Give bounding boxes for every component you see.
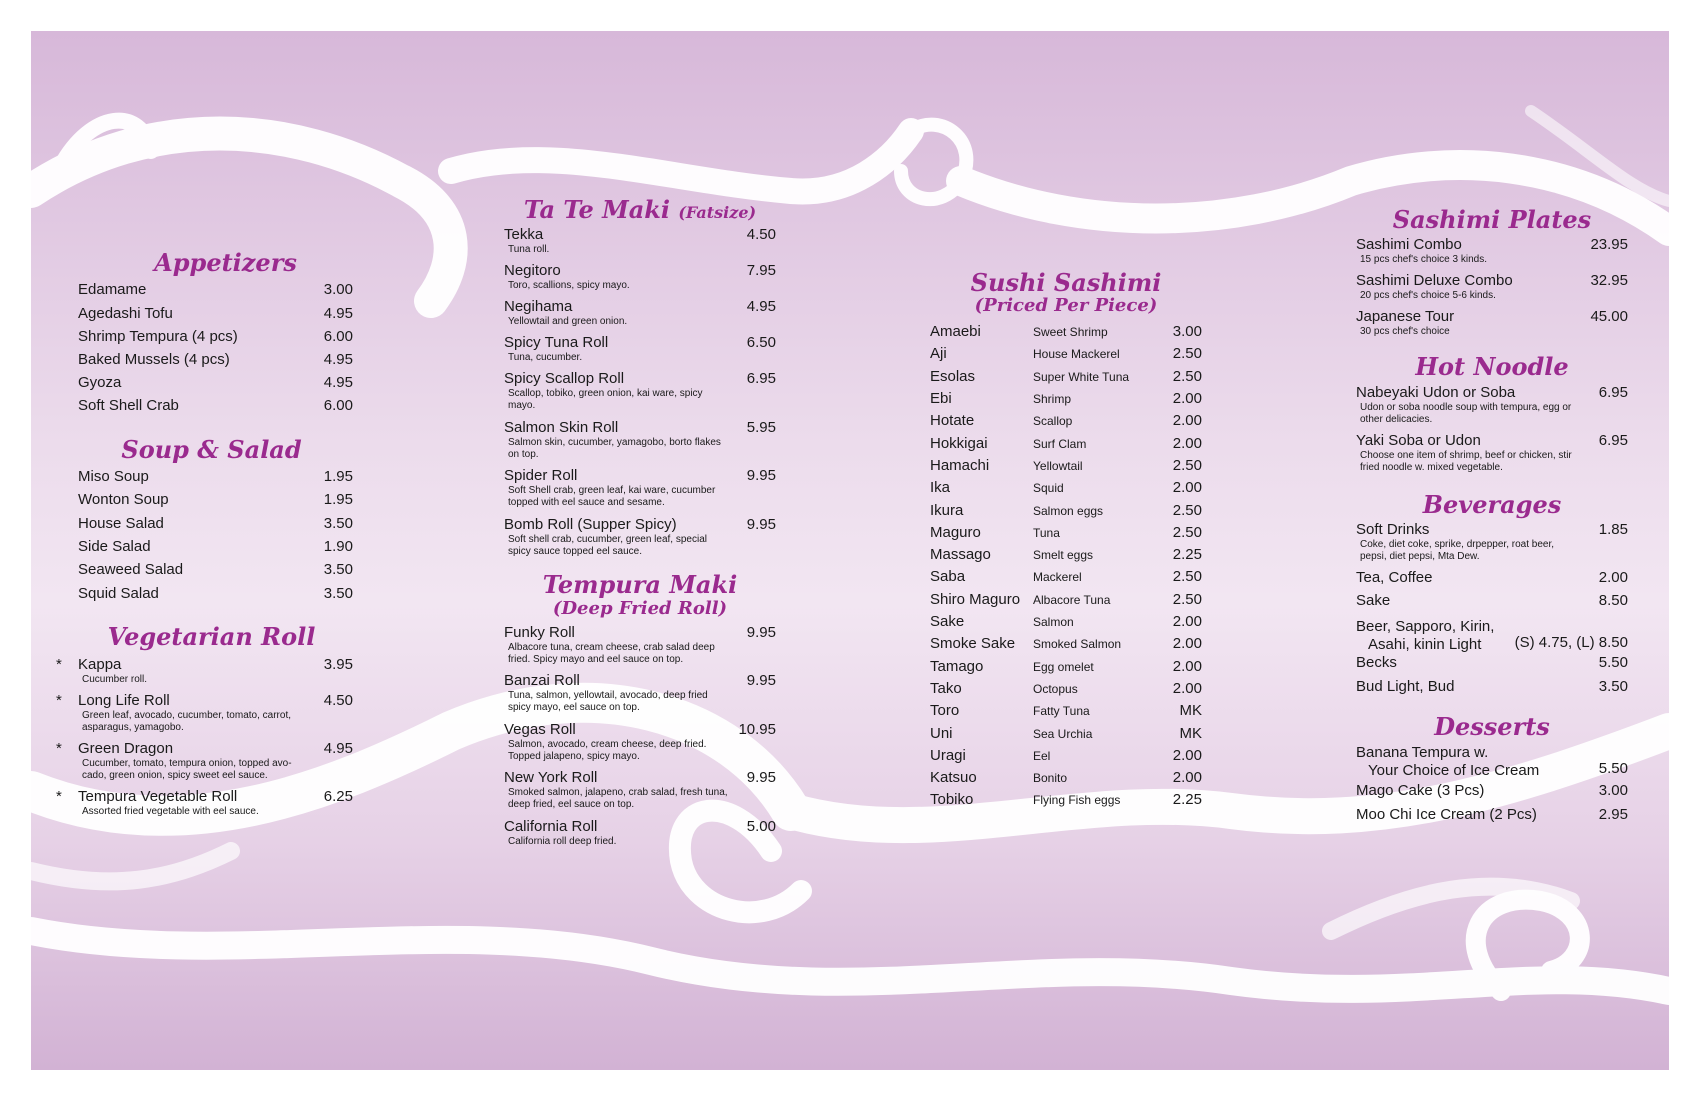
item-name: Toro — [930, 702, 960, 720]
item-translation: Salmon eggs — [1033, 503, 1104, 518]
item-name: Edamame — [78, 281, 147, 299]
item-translation: Albacore Tuna — [1033, 592, 1111, 607]
item-translation: Sweet Shrimp — [1033, 325, 1108, 340]
item-description: Soft shell crab, cucumber, green leaf, special spicy sauce topped eel sauce. — [508, 534, 707, 558]
item-name: Salmon Skin Roll — [504, 419, 619, 437]
item-name: Vegas Roll — [504, 720, 576, 738]
column-right — [1356, 207, 1628, 830]
item-name: Sashimi Combo — [1356, 236, 1462, 254]
list-item — [78, 491, 353, 514]
desserts-heading: Desserts — [1434, 712, 1550, 742]
ta-te-maki-title: Ta Te Maki — [523, 195, 670, 224]
item-description: Assorted fried vegetable with eel sauce. — [82, 805, 259, 817]
item-price: 2.50 — [1172, 345, 1202, 363]
item-price: 1.90 — [323, 538, 353, 556]
item-name: Esolas — [930, 367, 976, 385]
item-translation: Fatty Tuna — [1033, 704, 1090, 719]
list-item — [78, 538, 353, 561]
item-price: 2.00 — [1172, 613, 1202, 631]
list-item — [1356, 744, 1628, 782]
item-price: 2.50 — [1172, 367, 1202, 385]
list-item — [56, 739, 353, 788]
item-name: Saba — [930, 568, 966, 586]
item-description: Salmon, avocado, cream cheese, deep fried. Topped jalapeno, spicy mayo. — [508, 738, 707, 762]
item-name: Hotate — [930, 412, 975, 430]
list-item — [78, 281, 353, 304]
item-price: 4.95 — [746, 298, 776, 316]
item-name: Soft Drinks — [1356, 521, 1430, 539]
item-name: Gyoza — [78, 374, 122, 392]
list-item — [1356, 569, 1628, 592]
list-item — [930, 656, 1202, 678]
list-item — [930, 544, 1202, 566]
list-item — [78, 351, 353, 374]
item-price: 2.00 — [1172, 635, 1202, 653]
list-item — [78, 515, 353, 538]
item-price: 45.00 — [1590, 308, 1628, 326]
item-price: 5.00 — [746, 817, 776, 835]
sashimi-plates-heading: Sashimi Plates — [1392, 205, 1592, 234]
item-name: Banana Tempura w. — [1356, 743, 1489, 761]
list-item — [930, 745, 1202, 767]
item-price: 6.95 — [1598, 383, 1628, 401]
item-name: Katsuo — [930, 769, 977, 787]
list-item — [504, 721, 776, 770]
list-item — [1356, 308, 1628, 344]
item-translation: Smelt eggs — [1033, 548, 1094, 563]
item-price: 2.00 — [1172, 479, 1202, 497]
vegetarian-star: * — [56, 691, 62, 709]
item-translation: Mackerel — [1033, 570, 1082, 585]
item-price: 2.50 — [1172, 568, 1202, 586]
item-name: Moo Chi Ice Cream (2 Pcs) — [1356, 805, 1537, 823]
item-price: 4.50 — [323, 691, 353, 709]
vegetarian-roll-heading: Vegetarian Roll — [107, 622, 316, 652]
beverages-heading: Beverages — [1422, 489, 1562, 519]
list-item — [1356, 521, 1628, 569]
list-item — [930, 566, 1202, 588]
item-name: Ebi — [930, 390, 952, 408]
ta-te-maki-note: (Fatsize) — [678, 203, 757, 222]
list-item — [930, 589, 1202, 611]
item-description: California roll deep fried. — [508, 835, 617, 847]
item-name: Wonton Soup — [78, 491, 169, 509]
tempura-maki-heading: Tempura Maki — [542, 570, 738, 600]
item-price: MK — [1179, 702, 1202, 720]
item-price: 4.95 — [323, 374, 353, 392]
item-name-line2: Your Choice of Ice Cream — [1368, 761, 1540, 779]
item-price: 1.95 — [323, 467, 353, 485]
list-item — [1356, 432, 1628, 480]
list-item — [504, 818, 776, 854]
item-name: Nabeyaki Udon or Soba — [1356, 383, 1516, 401]
item-price: MK — [1179, 724, 1202, 742]
item-description: Salmon skin, cucumber, yamagobo, borto flakes on top. — [508, 437, 721, 461]
list-item — [930, 700, 1202, 722]
item-name: Baked Mussels (4 pcs) — [78, 350, 230, 368]
item-price: 2.50 — [1172, 501, 1202, 519]
item-name: Banzai Roll — [504, 672, 580, 690]
item-description: 30 pcs chef's choice — [1360, 326, 1450, 338]
item-name: Agedashi Tofu — [78, 304, 173, 322]
list-item — [78, 305, 353, 328]
item-price: 6.95 — [746, 370, 776, 388]
item-price: 3.00 — [1172, 323, 1202, 341]
list-item — [78, 468, 353, 491]
item-price: 2.50 — [1172, 456, 1202, 474]
list-item — [930, 522, 1202, 544]
item-price: 2.00 — [1172, 769, 1202, 787]
item-name: Spider Roll — [504, 467, 578, 485]
desserts-list — [1356, 744, 1628, 830]
item-price: 4.95 — [323, 739, 353, 757]
item-name: Funky Roll — [504, 623, 575, 641]
item-name-line2: Asahi, kinin Light — [1368, 636, 1482, 654]
list-item — [1356, 592, 1628, 616]
item-price: (S) 4.75, (L) 8.50 — [1514, 634, 1628, 652]
item-translation: Tuna — [1033, 525, 1060, 540]
item-translation: Eel — [1033, 748, 1051, 763]
item-description: Toro, scallions, spicy mayo. — [508, 280, 630, 292]
item-price: 3.00 — [323, 281, 353, 299]
item-price: 2.00 — [1172, 746, 1202, 764]
list-item — [930, 343, 1202, 365]
item-price: 23.95 — [1590, 236, 1628, 254]
item-price: 2.00 — [1172, 657, 1202, 675]
item-name: Squid Salad — [78, 584, 159, 602]
item-price: 3.50 — [1598, 678, 1628, 696]
item-price: 1.85 — [1598, 521, 1628, 539]
item-price: 3.50 — [323, 561, 353, 579]
list-item — [504, 334, 776, 370]
item-name: Yaki Soba or Udon — [1356, 431, 1481, 449]
item-name: Negitoro — [504, 262, 561, 280]
item-price: 9.95 — [746, 516, 776, 534]
item-translation: Salmon — [1033, 615, 1074, 630]
vegetarian-star: * — [56, 655, 62, 673]
list-item — [504, 624, 776, 673]
list-item — [1356, 782, 1628, 806]
item-translation: Egg omelet — [1033, 659, 1094, 674]
item-name: Bud Light, Bud — [1356, 678, 1455, 696]
item-translation: Scallop — [1033, 414, 1073, 429]
item-name: Sake — [1356, 592, 1391, 610]
beverages-list — [1356, 521, 1628, 702]
list-item — [1356, 806, 1628, 830]
list-item — [504, 467, 776, 516]
item-description: Green leaf, avocado, cucumber, tomato, carrot, asparagus, yamagobo. — [82, 709, 291, 733]
column-left — [56, 248, 353, 824]
item-price: 9.95 — [746, 672, 776, 690]
item-price: 2.50 — [1172, 590, 1202, 608]
item-name: Ika — [930, 479, 951, 497]
list-item — [504, 226, 776, 262]
soup-salad-heading: Soup & Salad — [121, 434, 302, 464]
item-name: California Roll — [504, 817, 598, 835]
item-description: 20 pcs chef's choice 5-6 kinds. — [1360, 290, 1496, 302]
item-name: Tea, Coffee — [1356, 569, 1433, 587]
item-name: Sashimi Deluxe Combo — [1356, 272, 1513, 290]
item-name: Miso Soup — [78, 467, 149, 485]
item-name: Green Dragon — [78, 739, 174, 757]
item-description: Tuna, salmon, yellowtail, avocado, deep fried spicy mayo, eel sauce on top. — [508, 690, 708, 714]
item-name: Tekka — [504, 226, 544, 244]
item-description: Tuna roll. — [508, 244, 550, 256]
item-translation: Flying Fish eggs — [1033, 793, 1121, 808]
list-item — [504, 298, 776, 334]
item-price: 10.95 — [738, 720, 776, 738]
list-item — [930, 433, 1202, 455]
list-item — [504, 370, 776, 419]
item-name: Uragi — [930, 746, 966, 764]
vegetarian-roll-list — [56, 655, 353, 824]
list-item — [930, 477, 1202, 499]
item-price: 6.00 — [323, 397, 353, 415]
item-name: Seaweed Salad — [78, 561, 184, 579]
item-price: 2.00 — [1172, 679, 1202, 697]
item-description: Scallop, tobiko, green onion, kai ware, spicy mayo. — [508, 388, 703, 412]
item-name: Negihama — [504, 298, 573, 316]
item-price: 6.00 — [323, 327, 353, 345]
item-name: Tempura Vegetable Roll — [78, 787, 238, 805]
item-translation: Smoked Salmon — [1033, 637, 1122, 652]
item-price: 4.95 — [323, 350, 353, 368]
list-item — [504, 262, 776, 298]
item-translation: Sea Urchia — [1033, 726, 1093, 741]
item-description: Cucumber roll. — [82, 673, 148, 685]
item-price: 2.00 — [1598, 569, 1628, 587]
list-item — [930, 388, 1202, 410]
list-item — [78, 585, 353, 608]
item-price: 2.00 — [1172, 390, 1202, 408]
item-name: Beer, Sapporo, Kirin, — [1356, 618, 1495, 636]
item-translation: House Mackerel — [1033, 347, 1120, 362]
list-item — [78, 397, 353, 420]
item-name: Shrimp Tempura (4 pcs) — [78, 327, 238, 345]
item-name: Kappa — [78, 655, 122, 673]
item-translation: Octopus — [1033, 681, 1078, 696]
item-name: Aji — [930, 345, 947, 363]
item-price: 9.95 — [746, 769, 776, 787]
item-description: Udon or soba noodle soup with tempura, egg or other delicacies. — [1360, 401, 1572, 425]
appetizers-list — [78, 281, 353, 420]
list-item — [78, 374, 353, 397]
item-name: Uni — [930, 724, 953, 742]
item-price: 2.95 — [1598, 805, 1628, 823]
list-item — [504, 769, 776, 818]
item-price: 6.25 — [323, 787, 353, 805]
item-price: 7.95 — [746, 262, 776, 280]
item-translation: Squid — [1033, 481, 1064, 496]
item-name: New York Roll — [504, 769, 598, 787]
vegetarian-star: * — [56, 739, 62, 757]
item-description: Soft Shell crab, green leaf, kai ware, cucumber topped with eel sauce and sesame. — [508, 485, 716, 509]
item-name: Massago — [930, 546, 991, 564]
column-center-right — [930, 270, 1202, 812]
item-price: 5.50 — [1598, 654, 1628, 672]
list-item — [930, 500, 1202, 522]
list-item — [930, 410, 1202, 432]
item-name: House Salad — [78, 514, 164, 532]
item-description: Albacore tuna, cream cheese, crab salad deep fried. Spicy mayo and eel sauce on top. — [508, 641, 715, 665]
item-translation: Surf Clam — [1033, 436, 1087, 451]
item-price: 8.50 — [1598, 592, 1628, 610]
list-item — [56, 691, 353, 740]
item-name: Side Salad — [78, 538, 151, 556]
item-description: Choose one item of shrimp, beef or chicken, stir fried noodle w. mixed vegetable. — [1360, 449, 1572, 473]
list-item — [1356, 616, 1628, 654]
item-name: Hamachi — [930, 456, 990, 474]
item-translation: Shrimp — [1033, 392, 1072, 407]
item-price: 2.50 — [1172, 523, 1202, 541]
item-name: Japanese Tour — [1356, 308, 1455, 326]
list-item — [78, 561, 353, 584]
item-description: Cucumber, tomato, tempura onion, topped avo-cado, green onion, spicy sweet eel sauce. — [82, 757, 292, 781]
tempura-maki-subheading: (Deep Fried Roll) — [552, 597, 728, 619]
item-description: 15 pcs chef's choice 3 kinds. — [1360, 254, 1487, 266]
list-item — [930, 611, 1202, 633]
item-name: Tako — [930, 679, 962, 697]
item-name: Becks — [1356, 654, 1397, 672]
item-description: Tuna, cucumber. — [508, 352, 583, 364]
item-name: Sake — [930, 613, 965, 631]
item-price: 5.95 — [746, 419, 776, 437]
list-item — [78, 328, 353, 351]
item-name: Mago Cake (3 Pcs) — [1356, 781, 1485, 799]
list-item — [930, 789, 1202, 811]
column-center-left — [504, 197, 776, 854]
item-price: 2.25 — [1172, 791, 1202, 809]
item-name: Bomb Roll (Supper Spicy) — [504, 516, 677, 534]
item-description: Smoked salmon, jalapeno, crab salad, fresh tuna, deep fried, eel sauce on top. — [508, 787, 728, 811]
sashimi-plates-list — [1356, 236, 1628, 344]
sushi-sashimi-list — [930, 321, 1202, 812]
item-price: 2.00 — [1172, 434, 1202, 452]
list-item — [504, 672, 776, 721]
list-item — [930, 767, 1202, 789]
vegetarian-star: * — [56, 787, 62, 805]
item-price: 3.95 — [323, 655, 353, 673]
item-price: 3.50 — [323, 514, 353, 532]
item-name: Tamago — [930, 657, 984, 675]
list-item — [56, 655, 353, 692]
item-price: 6.50 — [746, 334, 776, 352]
item-name: Smoke Sake — [930, 635, 1016, 653]
item-name: Amaebi — [930, 323, 981, 341]
item-price: 9.95 — [746, 623, 776, 641]
item-translation: Yellowtail — [1033, 458, 1083, 473]
item-price: 4.95 — [323, 304, 353, 322]
item-price: 4.50 — [746, 226, 776, 244]
sushi-sashimi-heading: Sushi Sashimi — [970, 268, 1162, 297]
hot-noodle-list — [1356, 384, 1628, 480]
ta-te-maki-list — [504, 226, 776, 564]
item-name: Tobiko — [930, 791, 974, 809]
item-price: 32.95 — [1590, 272, 1628, 290]
item-name: Ikura — [930, 501, 964, 519]
item-name: Maguro — [930, 523, 981, 541]
item-name: Spicy Tuna Roll — [504, 334, 609, 352]
soup-salad-list — [78, 468, 353, 608]
item-price: 2.25 — [1172, 546, 1202, 564]
item-name: Shiro Maguro — [930, 590, 1021, 608]
item-description: Yellowtail and green onion. — [508, 316, 628, 328]
item-price: 3.50 — [323, 584, 353, 602]
item-translation: Super White Tuna — [1033, 369, 1130, 384]
list-item — [504, 419, 776, 467]
item-name: Soft Shell Crab — [78, 397, 179, 415]
item-description: Coke, diet coke, sprike, drpepper, roat beer, pepsi, diet pepsi, Mta Dew. — [1360, 539, 1554, 563]
item-name: Long Life Roll — [78, 691, 170, 709]
list-item — [930, 678, 1202, 700]
item-price: 6.95 — [1598, 431, 1628, 449]
list-item — [930, 455, 1202, 477]
sushi-sashimi-subheading: (Priced Per Piece) — [974, 295, 1158, 317]
list-item — [930, 366, 1202, 388]
list-item — [930, 633, 1202, 655]
item-price: 9.95 — [746, 467, 776, 485]
ta-te-maki-heading — [504, 197, 776, 223]
item-name: Hokkigai — [930, 434, 988, 452]
list-item — [56, 787, 353, 824]
item-price: 2.00 — [1172, 412, 1202, 430]
list-item — [504, 516, 776, 564]
list-item — [1356, 272, 1628, 308]
tempura-maki-list — [504, 624, 776, 854]
list-item — [1356, 654, 1628, 678]
item-name: Spicy Scallop Roll — [504, 370, 625, 388]
list-item — [1356, 678, 1628, 702]
item-translation: Bonito — [1033, 771, 1068, 786]
item-price: 3.00 — [1598, 781, 1628, 799]
hot-noodle-heading: Hot Noodle — [1415, 352, 1569, 382]
list-item — [930, 321, 1202, 343]
list-item — [1356, 236, 1628, 272]
list-item — [1356, 384, 1628, 432]
item-price: 1.95 — [323, 491, 353, 509]
item-price: 5.50 — [1598, 759, 1628, 777]
appetizers-heading: Appetizers — [154, 248, 297, 277]
list-item — [930, 723, 1202, 745]
